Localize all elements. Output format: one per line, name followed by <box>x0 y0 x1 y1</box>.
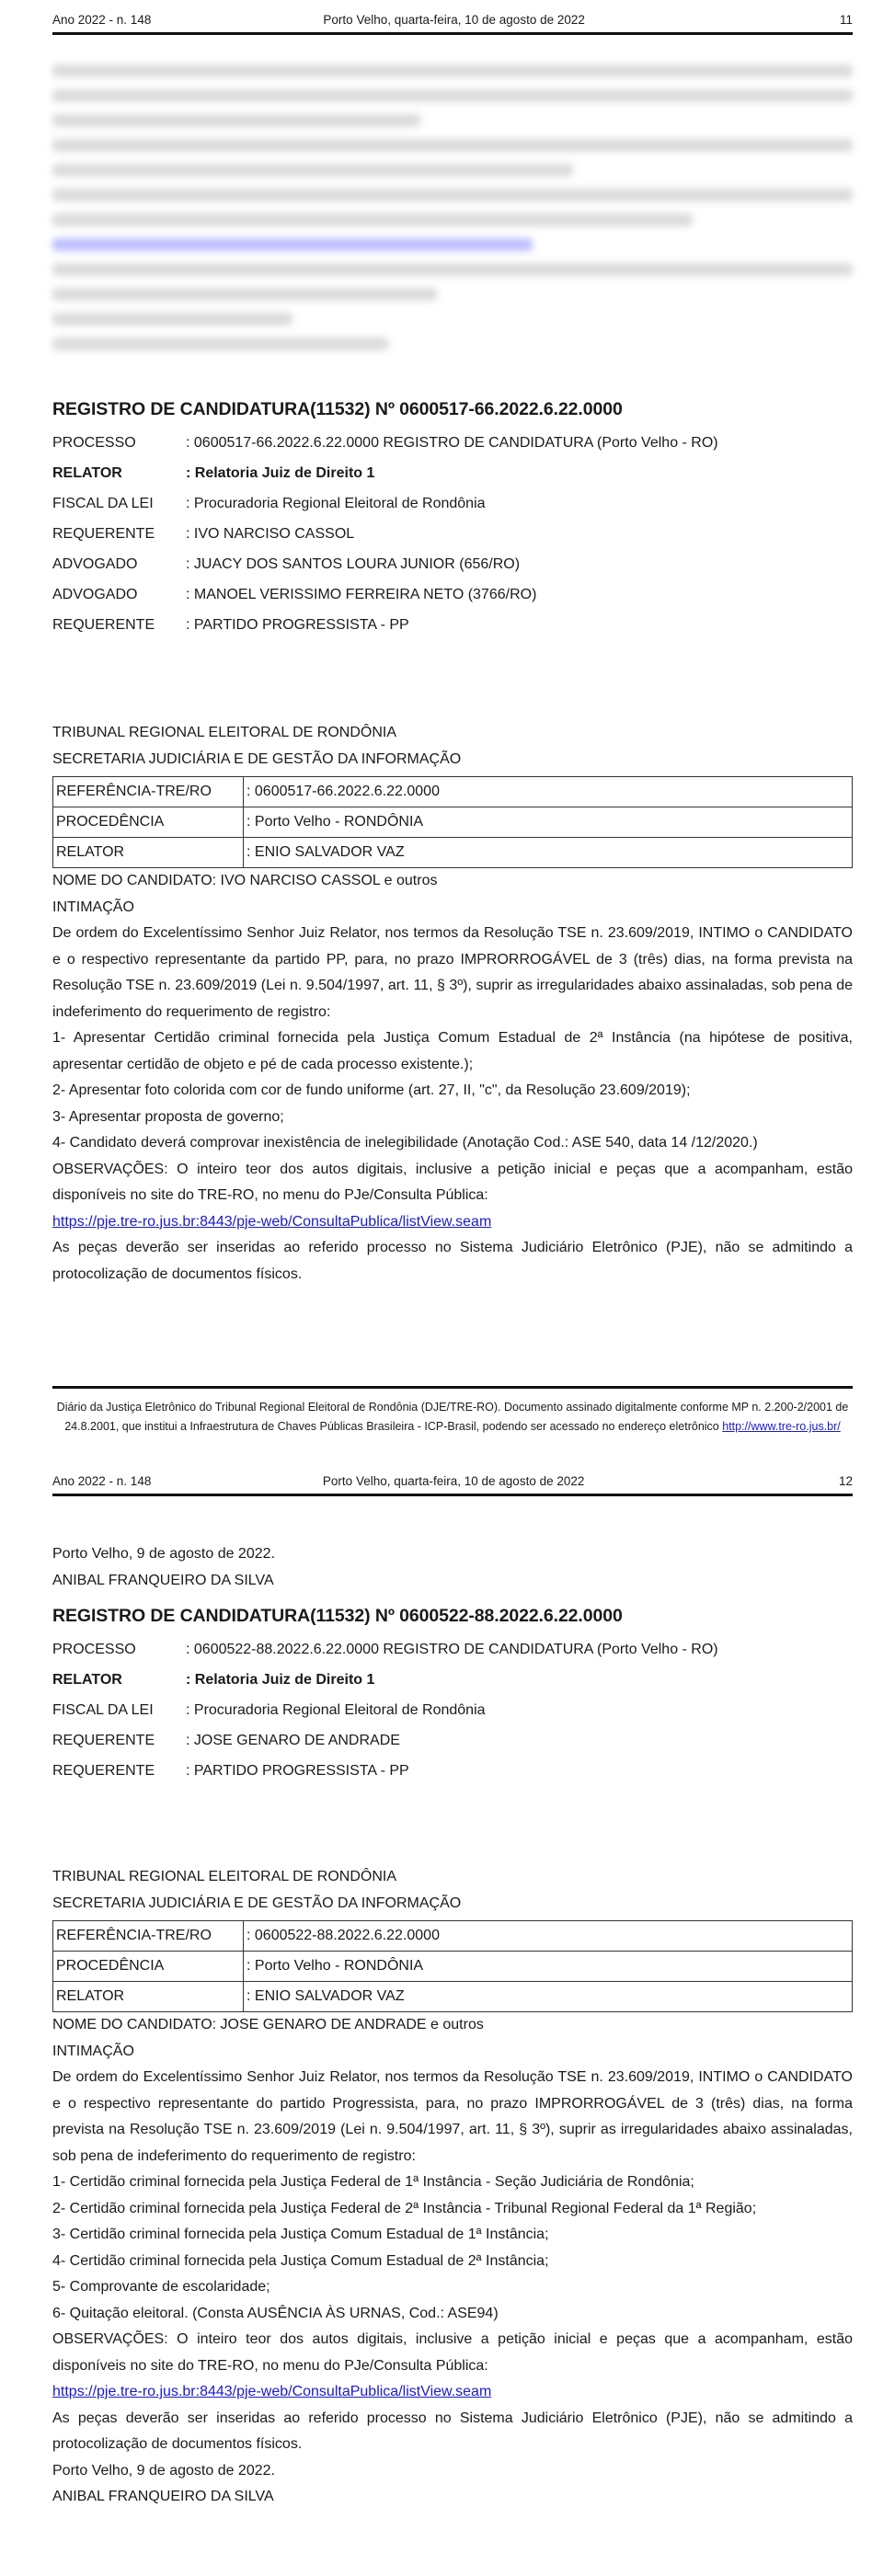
closing-note: As peças deverão ser inseridas ao referido processo no Sistema Judiciário Eletrônico (PJE), não se admitindo a protocolização de documentos físicos. <box>52 1240 853 1282</box>
notice-0600517 <box>52 720 853 1288</box>
list-item: 3- Apresentar proposta de governo; <box>52 1108 284 1125</box>
intimacao-heading: INTIMAÇÃO <box>52 2043 134 2059</box>
observacoes: OBSERVAÇÕES: O inteiro teor dos autos digitais, inclusive a petição inicial e peças que a acompanham, estão disponíveis no site do TRE-RO, no menu do PJe/Consulta Pública: <box>52 1161 853 1203</box>
page-number: 11 <box>839 13 853 27</box>
header-date: Porto Velho, quarta-feira, 10 de agosto de 2022 <box>323 13 585 27</box>
header-date: Porto Velho, quarta-feira, 10 de agosto de 2022 <box>322 1474 585 1488</box>
page-header <box>52 1474 853 1496</box>
list-item: 4- Certidão criminal fornecida pela Justiça Comum Estadual de 2ª Instância; <box>52 2252 549 2269</box>
record-fields <box>52 428 853 640</box>
intimacao-body: De ordem do Excelentíssimo Senhor Juiz Relator, nos termos da Resolução TSE n. 23.609/2019, INTIMO o CANDIDATO e o respectivo representante do partido Progressista, para, no prazo IMPRORROGÁVEL de 3 (três) dias, na forma prevista na Resolução TSE n. 23.609/2019 (Lei n. 9.504/1997, art. 11, § 3º), suprir as irregularidades abaixo assinaladas, sob pena de indeferimento do requerimento de registro: <box>52 2069 853 2164</box>
candidate-name: NOME DO CANDIDATO: IVO NARCISO CASSOL e outros <box>52 873 438 888</box>
consulta-publica-link[interactable]: https://pje.tre-ro.jus.br:8443/pje-web/ConsultaPublica/listView.seam <box>52 1213 492 1230</box>
signature-name: ANIBAL FRANQUEIRO DA SILVA <box>52 2489 274 2504</box>
org-name: TRIBUNAL REGIONAL ELEITORAL DE RONDÔNIA <box>52 725 397 740</box>
page-header <box>52 13 853 35</box>
field-relator: RELATOR : Relatoria Juiz de Direito 1 <box>52 465 375 481</box>
intimacao-body: De ordem do Excelentíssimo Senhor Juiz Relator, nos termos da Resolução TSE n. 23.609/2019, INTIMO o CANDIDATO e o respectivo representante da partido PP, para, no prazo IMPRORROGÁVEL de 3 (três) dias, na forma prevista na Resolução TSE n. 23.609/2019 (Lei n. 9.504/1997, art. 11, § 3º), suprir as irregularidades abaixo assinaladas, sob pena de indeferimento do requerimento de registro: <box>52 925 853 1020</box>
redacted-blurred-text <box>52 64 853 382</box>
table-row: RELATOR : ENIO SALVADOR VAZ <box>53 1982 853 2012</box>
field-requerente: REQUERENTE : JOSE GENARO DE ANDRADE <box>52 1733 400 1748</box>
list-item: 1- Certidão criminal fornecida pela Justiça Federal de 1ª Instância - Seção Judiciária de Rondônia; <box>52 2174 694 2190</box>
issue-number: Ano 2022 - n. 148 <box>52 13 152 27</box>
field-relator: RELATOR : Relatoria Juiz de Direito 1 <box>52 1672 375 1688</box>
footer-text: Diário da Justiça Eletrônico do Tribunal Regional Eleitoral de Rondônia (DJE/TRE-RO). Documento assinado digitalmente conforme MP n. 2.200-2/2001 de 24.8.2001, que institui a Infraestrutura de Chaves Públicas Brasileira - ICP-Brasil, podendo ser acessado no endereço eletrônico <box>56 1401 849 1433</box>
signature-date: Porto Velho, 9 de agosto de 2022. <box>52 1546 275 1562</box>
org-name: TRIBUNAL REGIONAL ELEITORAL DE RONDÔNIA <box>52 1869 397 1884</box>
field-requerente: REQUERENTE : IVO NARCISO CASSOL <box>52 526 355 542</box>
org-department: SECRETARIA JUDICIÁRIA E DE GESTÃO DA INFORMAÇÃO <box>52 750 462 767</box>
issue-number: Ano 2022 - n. 148 <box>52 1474 152 1488</box>
field-fiscal: FISCAL DA LEI : Procuradoria Regional Eleitoral de Rondônia <box>52 496 486 511</box>
org-department: SECRETARIA JUDICIÁRIA E DE GESTÃO DA INFORMAÇÃO <box>52 1895 462 1911</box>
record-0600522 <box>52 1606 853 1786</box>
table-row: REFERÊNCIA-TRE/RO : 0600517-66.2022.6.22.0000 <box>53 777 853 807</box>
closing-note: As peças deverão ser inseridas ao referido processo no Sistema Judiciário Eletrônico (PJE), não se admitindo a protocolização de documentos físicos. <box>52 2410 853 2452</box>
field-processo: PROCESSO : 0600522-88.2022.6.22.0000 REGISTRO DE CANDIDATURA (Porto Velho - RO) <box>52 1642 718 1657</box>
table-row: PROCEDÊNCIA : Porto Velho - RONDÔNIA <box>53 807 853 838</box>
record-title: REGISTRO DE CANDIDATURA(11532) Nº 0600522-88.2022.6.22.0000 <box>52 1606 623 1626</box>
notice-0600522 <box>52 1864 853 2511</box>
record-title: REGISTRO DE CANDIDATURA(11532) Nº 0600517-66.2022.6.22.0000 <box>52 399 623 419</box>
field-fiscal: FISCAL DA LEI : Procuradoria Regional Eleitoral de Rondônia <box>52 1702 486 1718</box>
list-item: 1- Apresentar Certidão criminal fornecida pela Justiça Comum Estadual de 2ª Instância (na hipótese de positiva, apresentar certidão de objeto e pé de cada processo existente.); <box>52 1030 853 1072</box>
table-row: REFERÊNCIA-TRE/RO : 0600522-88.2022.6.22.0000 <box>53 1921 853 1952</box>
table-row: PROCEDÊNCIA : Porto Velho - RONDÔNIA <box>53 1952 853 1982</box>
reference-table <box>52 1920 853 2012</box>
intimacao-heading: INTIMAÇÃO <box>52 899 134 915</box>
list-item: 2- Certidão criminal fornecida pela Justiça Federal de 2ª Instância - Tribunal Regional Federal da 1ª Região; <box>52 2200 757 2216</box>
reference-table <box>52 776 853 868</box>
field-advogado: ADVOGADO : JUACY DOS SANTOS LOURA JUNIOR (656/RO) <box>52 556 521 572</box>
page-footer <box>52 1386 853 1437</box>
observacoes: OBSERVAÇÕES: O inteiro teor dos autos digitais, inclusive a petição inicial e peças que a acompanham, estão disponíveis no site do TRE-RO, no menu do PJe/Consulta Pública: <box>52 2331 853 2374</box>
consulta-publica-link[interactable]: https://pje.tre-ro.jus.br:8443/pje-web/ConsultaPublica/listView.seam <box>52 2384 492 2399</box>
list-item: 6- Quitação eleitoral. (Consta AUSÊNCIA ÀS URNAS, Cod.: ASE94) <box>52 2305 499 2321</box>
tre-ro-link[interactable]: http://www.tre-ro.jus.br/ <box>722 1420 841 1433</box>
page-number: 12 <box>838 1474 853 1488</box>
signature-name: ANIBAL FRANQUEIRO DA SILVA <box>52 1572 274 1588</box>
record-0600517 <box>52 399 853 640</box>
list-item: 2- Apresentar foto colorida com cor de fundo uniforme (art. 27, II, "c", da Resolução 23.609/2019); <box>52 1082 691 1098</box>
candidate-name: NOME DO CANDIDATO: JOSE GENARO DE ANDRADE e outros <box>52 2017 484 2032</box>
signature-date: Porto Velho, 9 de agosto de 2022. <box>52 2462 275 2479</box>
field-advogado: ADVOGADO : MANOEL VERISSIMO FERREIRA NETO (3766/RO) <box>52 587 537 602</box>
field-requerente: REQUERENTE : PARTIDO PROGRESSISTA - PP <box>52 617 409 633</box>
field-processo: PROCESSO : 0600517-66.2022.6.22.0000 REGISTRO DE CANDIDATURA (Porto Velho - RO) <box>52 435 718 451</box>
record-fields <box>52 1634 853 1786</box>
field-requerente: REQUERENTE : PARTIDO PROGRESSISTA - PP <box>52 1763 409 1779</box>
signature-block <box>52 1541 853 1594</box>
list-item: 3- Certidão criminal fornecida pela Justiça Comum Estadual de 1ª Instância; <box>52 2227 549 2242</box>
list-item: 5- Comprovante de escolaridade; <box>52 2279 270 2295</box>
list-item: 4- Candidato deverá comprovar inexistência de inelegibilidade (Anotação Cod.: ASE 540, data 14 /12/2020.) <box>52 1135 758 1151</box>
table-row: RELATOR : ENIO SALVADOR VAZ <box>53 838 853 868</box>
